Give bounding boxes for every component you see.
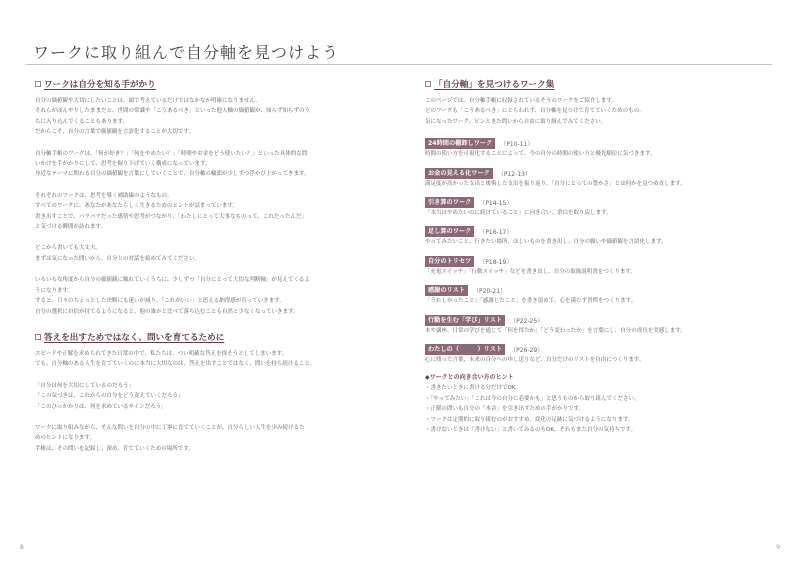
text-line: ・正解の問いも自分の「本音」を引き出すための手がかりです。 [425, 406, 585, 413]
text-line: 「この気づきは、これからの自分をどう変えていくだろう」 [35, 393, 184, 400]
text-line: すべてのワークに、あなたがあなたらしく生きるためのヒントが詰まっています。 [35, 203, 238, 210]
paragraph [35, 191, 395, 233]
work-page-ref: （P26-29） [510, 347, 544, 355]
section-1-body [35, 96, 395, 317]
text-line: めのヒントになります。 [35, 435, 96, 442]
work-label: お金の見える化ワーク [425, 168, 493, 179]
text-line: ・書きたいときに書ける分だけでOK。 [425, 385, 521, 392]
text-line: 自分の選択に自信が持てるようになると、他の誰かと比べて落ち込むことも自然と少なくなっていきます。 [35, 308, 299, 315]
page-number-left: 8 [20, 544, 24, 551]
text-line: このページでは、自分軸手帳に収録されているそうのワークをご紹介します。 [425, 98, 617, 104]
text-line: 「このひっかかりは、何を求めているサインだろう」 [35, 403, 167, 410]
text-line: 自分軸手帳のワークは、「何が好き？」「何をやめたい？」「時間やお金をどう使いたい？」といった具体的な問 [35, 150, 308, 157]
text-line: ・ワークは定期的に取り組むのがおすすめ。変化の足跡に気づけるようになります。 [425, 416, 634, 423]
text-line: ワークに取り組みながら、そんな問いを自分の中に丁寧に育てていくことが、自分らしい人生を歩み続けるた [35, 424, 305, 431]
text-line: 本や講座、日常の学びを通じて「何を得たか」「どう変わったか」を言葉にし、自分の成長を実感します。 [425, 327, 686, 334]
section-1 [35, 78, 395, 317]
section-1-heading [35, 78, 395, 90]
work-label-row [425, 315, 770, 326]
text-line: 心に残った言葉、未来の自分への申し送りなど、自分だけのリストを自由につくります。 [425, 357, 645, 364]
text-line: すると、日々のちょっとした決断にも迷いが減り、「これがいい」と思える納得感が育っていきます。 [35, 298, 285, 305]
text-line: いろいろな角度から自分の価値観に触れていくうちに、少しずつ「自分にとって大切な判断軸」が見えてくるよ [35, 277, 310, 284]
work-list-heading [425, 78, 770, 90]
text-line: それらがぼんやりしたままだと、世間の常識や「こうあるべき」といった他人軸の価値観が、知らず知らずのう [35, 108, 311, 115]
paragraph [35, 423, 395, 454]
work-page-ref: （P10-11） [500, 141, 534, 149]
work-page-ref: （P16-17） [479, 229, 513, 237]
text-line: ちに入り込んでくることもあります。 [35, 118, 129, 125]
section-2-heading-text: 答えを出すためではなく、問いを育てるために [44, 332, 225, 343]
work-label-row [425, 344, 770, 355]
text-line: それぞれのワークは、思考を導く補助線のようなもの。 [35, 192, 173, 199]
section-2 [35, 331, 395, 454]
work-label: 行動を生む「学び」リスト [425, 315, 505, 326]
work-item [425, 256, 770, 277]
text-line: うになります。 [35, 287, 74, 294]
work-page-ref: （P12-13） [497, 170, 531, 178]
text-line: 身近なテーマに関わる自分の価値観を言葉にしていくことで、自分軸の輪郭が少しずつ浮かび上がってきます。 [35, 171, 310, 178]
text-line: どのワークも「こうあるべき」にとらわれず、自分軸を見つけて育てていくためのもの。 [425, 108, 645, 115]
work-label: 感謝のリスト [425, 285, 468, 296]
work-page-ref: （P22-25） [510, 317, 544, 325]
text-line: スピードや正解を求められてきた日常の中で、私たちは、つい明確な答えを探そうとしてしまいます。 [35, 350, 288, 357]
work-label: わたしの（ ）リスト [425, 344, 505, 355]
work-page-ref: （P18-19） [479, 258, 513, 266]
left-column [35, 78, 395, 465]
work-label-row [425, 285, 770, 296]
paragraph [35, 243, 395, 264]
paragraph [35, 149, 395, 180]
work-list [425, 138, 770, 365]
text-line: 「本当はやめたいのに続けていること」に向き合い、余白を取り戻します。 [425, 210, 612, 217]
paragraph [35, 381, 395, 412]
work-label-row [425, 138, 770, 149]
work-label-row [425, 168, 770, 179]
title-rule [26, 64, 772, 65]
paragraph [35, 349, 395, 370]
section-1-heading-text: ワークは自分を知る手がかり [44, 80, 156, 90]
hints-title: ◆ワークとの向き合い方のヒント [425, 374, 514, 382]
text-line: まずは気になった問いから、自分との対話を始めてみてください。 [35, 255, 201, 262]
text-line: でも、自分軸のある人生を育てていくのに本当に大切なのは、答えを出すことではなく、問いを持ち続けること。 [35, 361, 316, 368]
text-line: 「うれしかったこと」「感謝したこと」を書き留めて、心を満たす習慣をつくります。 [425, 298, 637, 305]
right-column [425, 78, 770, 436]
page-number-right: 9 [776, 544, 780, 551]
work-label-row [425, 197, 770, 208]
work-list-intro [425, 96, 770, 127]
page-title: ワークに取り組んで自分軸を見つけよう [33, 43, 340, 62]
text-line: と気づける瞬間が訪れます。 [35, 224, 107, 231]
paragraph [35, 96, 395, 138]
text-line: だからこそ、自分の言葉で価値観を言語化することが大切です。 [35, 129, 194, 136]
section-2-body [35, 349, 395, 454]
square-icon [425, 81, 431, 87]
text-line: 時間の使い方を可視化することによって、今の自分の時間の使い方と優先順位に気づきます。 [425, 151, 656, 158]
text-line: 気になったワーク、ピンときた問いから自由に取り組んでみてください。 [425, 118, 607, 125]
work-item [425, 285, 770, 306]
paragraph [35, 275, 395, 317]
work-list-heading-text: 「自分軸」を見つけるワーク集 [434, 80, 555, 90]
text-line: 書き出すことで、バラバラだった感情や思考がつながり、「わたしにとって大事なものって、これだったんだ」 [35, 213, 307, 220]
text-line: いかけを手がかりにして、思考を掘り下げていく構成になっています。 [35, 161, 211, 168]
work-item [425, 344, 770, 365]
text-line: ・「やってみたい」「これは今の自分に必要かも」と思うものから取り組んでください。 [425, 395, 640, 402]
text-line: 「自分は何を大切にしているのだろう」 [35, 382, 135, 389]
work-page-ref: （P20-21） [473, 288, 507, 296]
section-2-heading [35, 331, 395, 343]
work-label: 足し算のワーク [425, 226, 474, 237]
work-item [425, 315, 770, 336]
text-line: 自分の価値観や大切にしたいことは、頭で考えているだけではなかなか明確になりません。 [35, 98, 261, 104]
work-label: 自分のトリセツ [425, 256, 474, 267]
text-line: やってみたいこと、行きたい場所、ほしいものを書き出し、自分の願いや価値観を言語化します。 [425, 239, 667, 246]
work-label: 24時間の棚卸しワーク [425, 138, 495, 149]
square-icon [35, 334, 41, 340]
square-icon [35, 81, 41, 87]
text-line: どこから書いても大丈夫。 [35, 245, 102, 252]
work-label-row [425, 256, 770, 267]
work-item [425, 197, 770, 218]
text-line: 「充電スイッチ」「行動スイッチ」などを書き出し、自分の取扱説明書をつくります。 [425, 268, 636, 275]
work-label: 引き算のワーク [425, 197, 474, 208]
text-line: ・書けないときは「書けない」と書いてみるのもOK。それもまた自分の気持ちです。 [425, 427, 636, 434]
work-item [425, 138, 770, 159]
text-line: 手帳は、その問いを記録し、深め、育てていくための場所です。 [35, 445, 194, 452]
work-item [425, 168, 770, 189]
work-item [425, 226, 770, 247]
hints-list [425, 383, 770, 435]
text-line: 満足度が高かった支出と後悔した支出を振り返り、「自分にとっての豊かさ」とは何かを見つめ直します。 [425, 180, 686, 187]
work-page-ref: （P14-15） [479, 200, 513, 208]
work-label-row [425, 226, 770, 237]
